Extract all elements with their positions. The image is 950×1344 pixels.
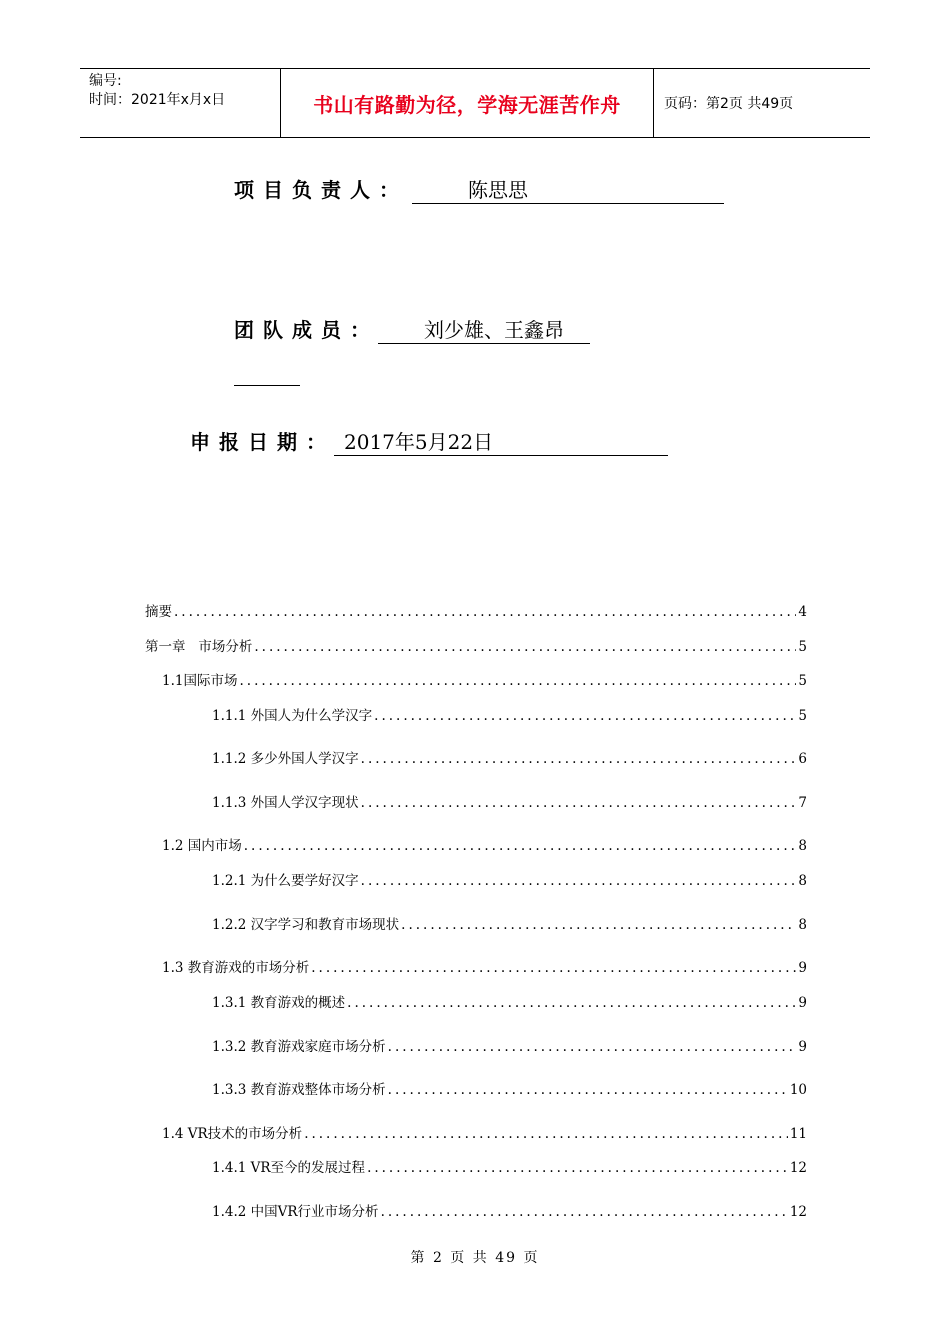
toc-entry-title: 1.4.2 中国VR行业市场分析 [212,1204,379,1220]
toc-entry[interactable] [212,913,807,933]
toc-entry-page: 4 [798,604,807,620]
toc-entry[interactable] [212,747,807,767]
toc-entry-page: 6 [798,751,807,767]
toc-entry-page: 10 [789,1082,807,1098]
toc-entry-page: 5 [798,639,807,655]
leader-value: 陈思思 [412,174,724,204]
toc-entry[interactable] [212,869,807,889]
toc-leader [367,1160,788,1176]
toc-leader [347,995,796,1011]
toc-entry-title: 1.1国际市场 [162,673,238,689]
toc-entry-page: 9 [798,960,807,976]
toc-leader [174,604,796,620]
toc-entry-title: 1.1.1 外国人为什么学汉字 [212,708,373,724]
toc-entry-page: 9 [798,1039,807,1055]
toc-entry-title: 1.1.2 多少外国人学汉字 [212,751,359,767]
toc-entry[interactable] [212,1035,807,1055]
toc-entry[interactable] [162,1122,807,1142]
members-label: 团队成员： [234,318,379,342]
toc-entry-title: 1.3.2 教育游戏家庭市场分析 [212,1039,386,1055]
toc-entry-page: 8 [798,838,807,854]
toc-entry-page: 11 [789,1126,807,1142]
toc-leader [361,751,797,767]
toc-entry-page: 12 [789,1160,807,1176]
toc-entry-page: 8 [798,873,807,889]
number-label: 编号: [89,73,122,89]
toc-entry-title: 1.2.1 为什么要学好汉字 [212,873,359,889]
header-meta [80,69,281,137]
toc-entry-title: 1.2.2 汉字学习和教育市场现状 [212,917,400,933]
toc-entry-title: 1.3 教育游戏的市场分析 [162,960,310,976]
date-label: 申报日期： [190,430,335,454]
toc-leader [361,873,797,889]
toc-entry[interactable] [212,791,807,811]
toc-entry[interactable] [145,600,807,620]
toc-entry[interactable] [212,1200,807,1220]
toc-leader [401,917,796,933]
toc-entry-title: 1.1.3 外国人学汉字现状 [212,795,359,811]
page-footer: 第 2 页 共 49 页 [410,1250,540,1266]
toc-entry[interactable] [162,956,807,976]
members-value: 刘少雄、王鑫昂 [378,314,590,344]
header-motto: 书山有路勤为径，学海无涯苦作舟 [281,69,654,137]
toc-entry[interactable] [212,1078,807,1098]
toc-leader [361,795,797,811]
toc-leader [244,838,797,854]
toc-leader [239,673,796,689]
toc-entry-title: 1.4.1 VR至今的发展过程 [212,1160,366,1176]
toc-leader [304,1126,788,1142]
toc-entry-title: 第一章 市场分析 [145,639,253,655]
toc-entry-title: 1.4 VR技术的市场分析 [162,1126,303,1142]
leader-label: 项目负责人： [234,178,408,202]
toc-entry[interactable] [145,635,807,655]
date-value: 2017年5月22日 [334,426,668,456]
toc-entry[interactable] [162,669,807,689]
toc-leader [381,1204,788,1220]
toc-entry-page: 5 [798,708,807,724]
toc-entry-page: 7 [798,795,807,811]
toc-entry-page: 5 [798,673,807,689]
toc-entry-title: 1.3.3 教育游戏整体市场分析 [212,1082,386,1098]
toc-leader [254,639,796,655]
time-label: 时间：2021年x月x日 [89,92,226,108]
toc-leader [388,1082,788,1098]
toc-entry[interactable] [212,704,807,724]
toc-entry[interactable] [212,1156,807,1176]
toc-entry[interactable] [162,834,807,854]
toc-entry-page: 12 [789,1204,807,1220]
toc-entry-title: 摘要 [145,604,172,620]
header-page-info: 页码：第2页 共49页 [664,96,794,112]
toc-leader [388,1039,797,1055]
members-continuation-line [234,385,300,386]
toc-leader [311,960,796,976]
toc-entry-page: 9 [798,995,807,1011]
toc-leader [374,708,796,724]
toc-entry[interactable] [212,991,807,1011]
page-header [80,68,870,138]
toc-entry-page: 8 [798,917,807,933]
toc-entry-title: 1.3.1 教育游戏的概述 [212,995,346,1011]
toc-entry-title: 1.2 国内市场 [162,838,242,854]
